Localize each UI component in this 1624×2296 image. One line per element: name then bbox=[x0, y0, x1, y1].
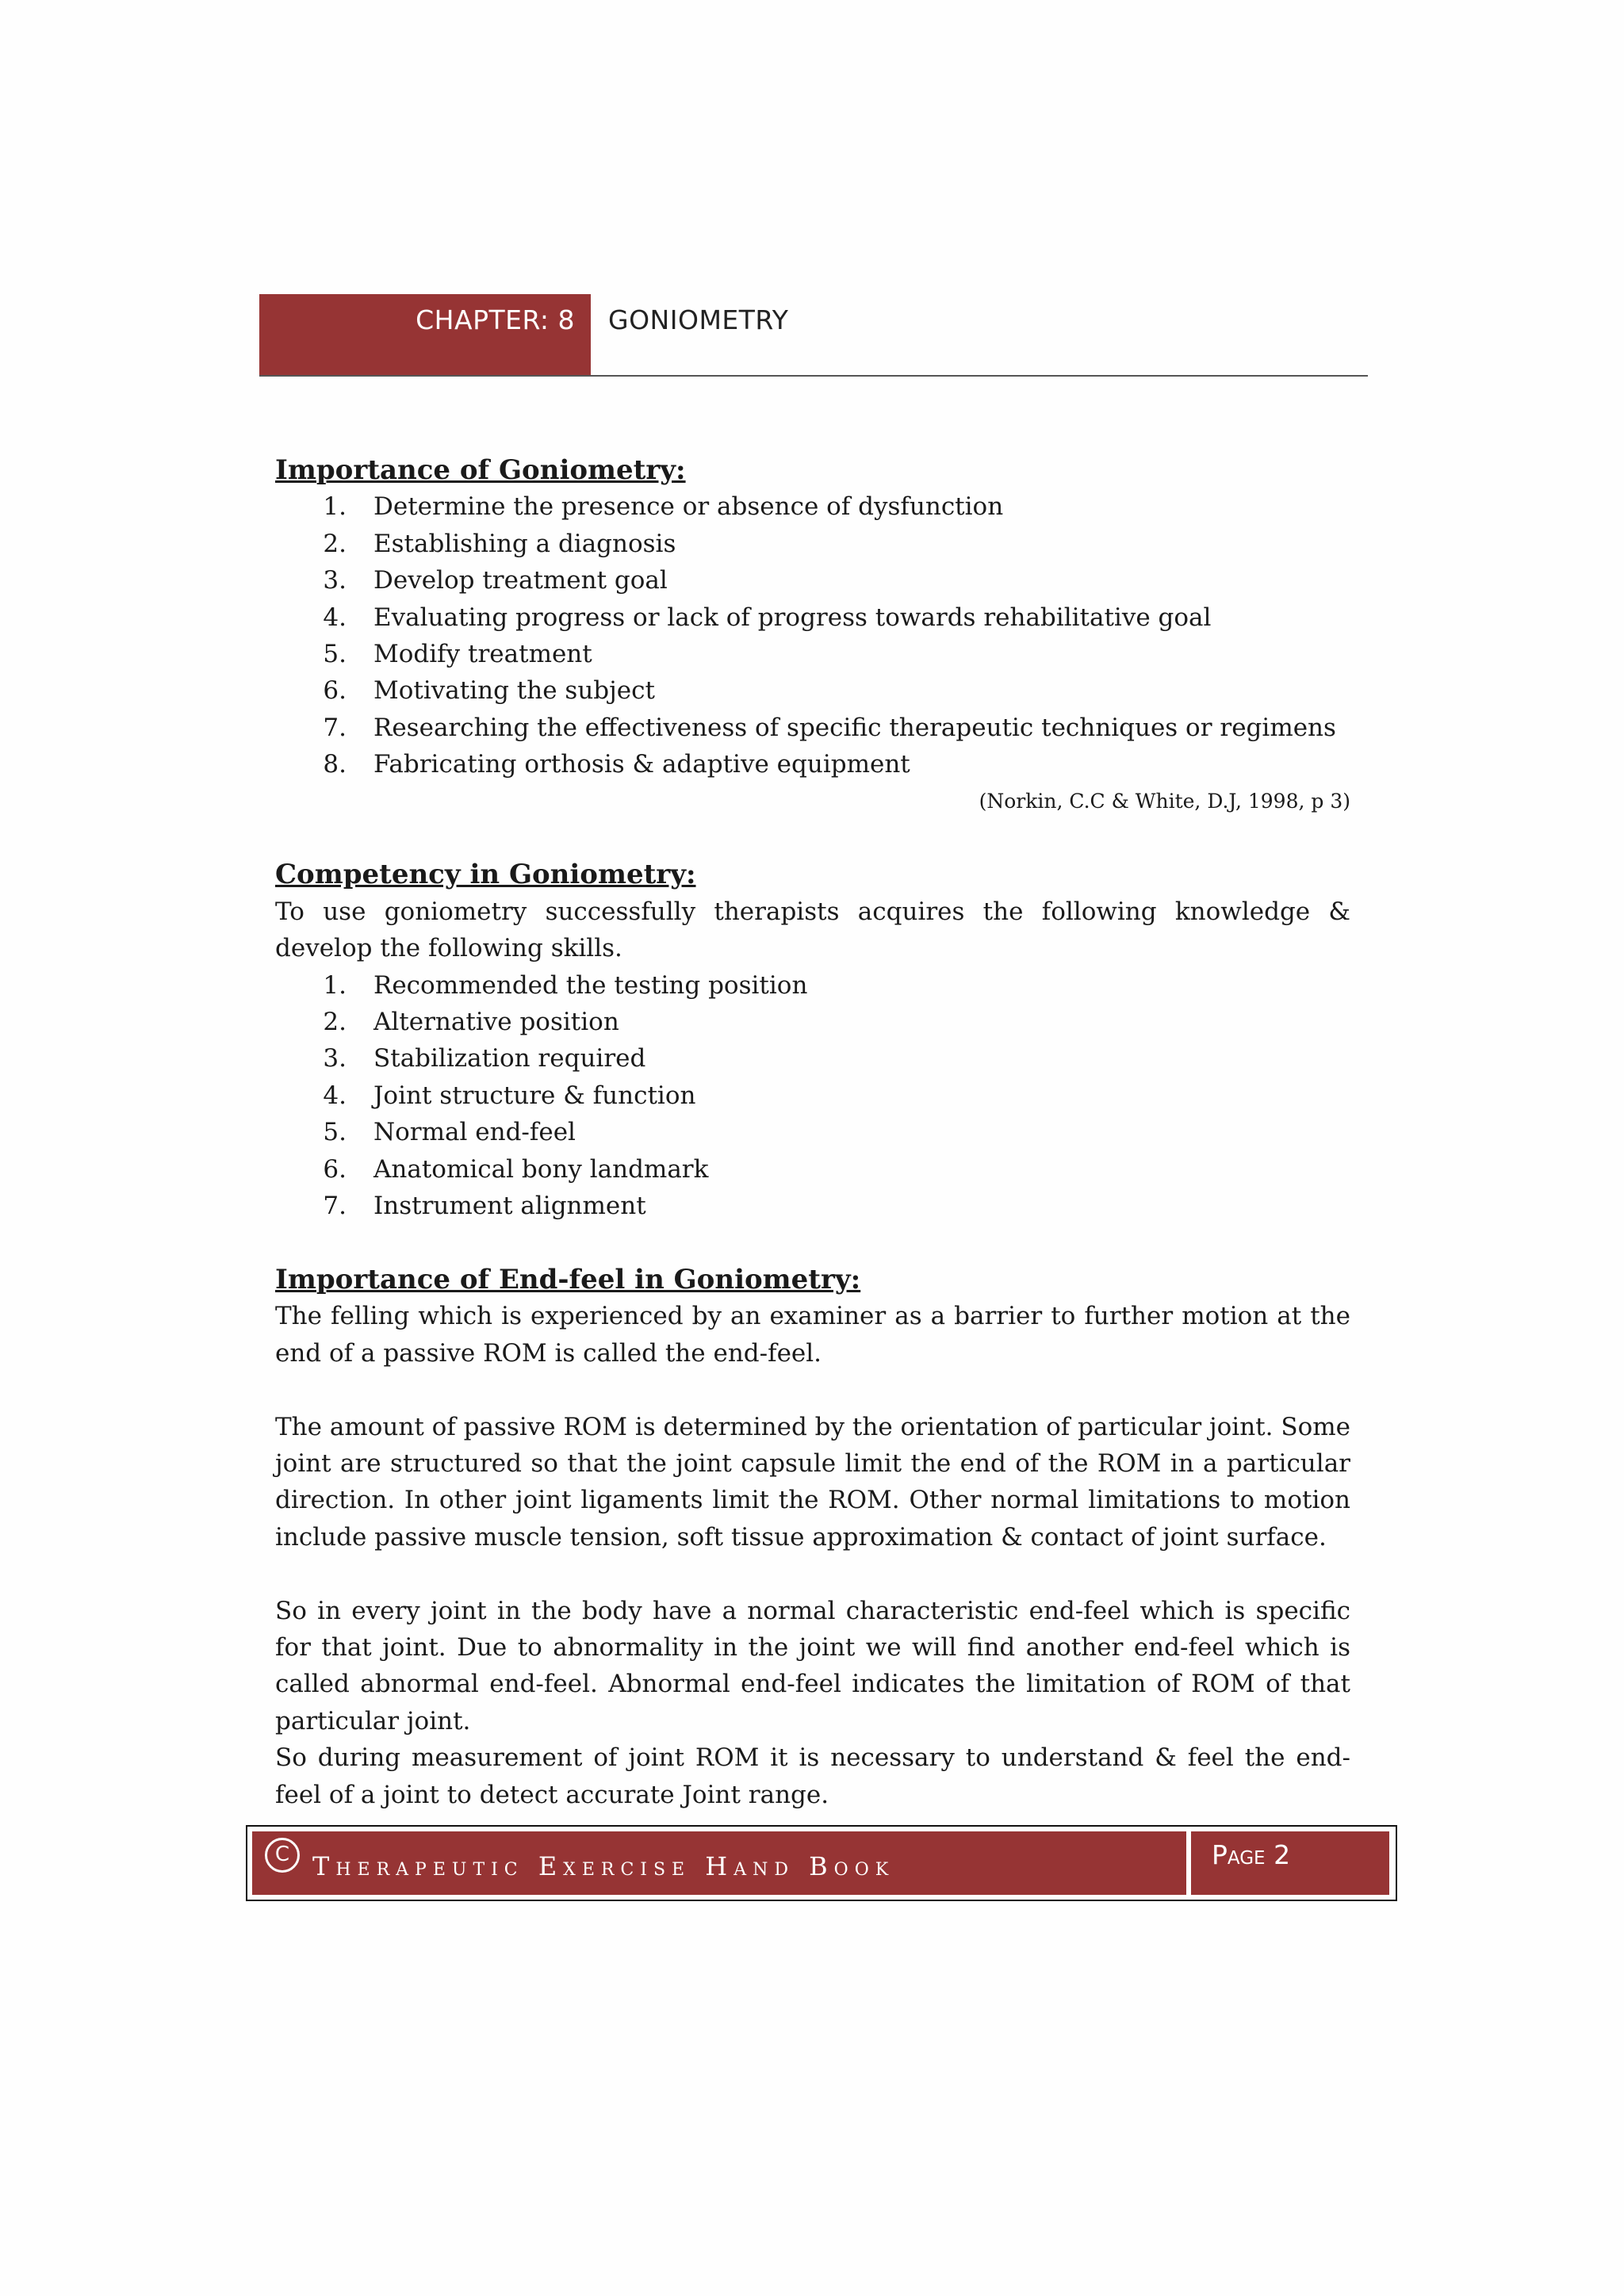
heading-competency: Competency in Goniometry: bbox=[275, 859, 696, 891]
list-item bbox=[275, 636, 1350, 672]
header-divider bbox=[259, 375, 1368, 377]
list-text: Joint structure & function bbox=[373, 1081, 696, 1110]
list-text: Motivating the subject bbox=[373, 676, 655, 706]
list-number: 4. bbox=[323, 1081, 347, 1110]
list-text: Alternative position bbox=[373, 1008, 619, 1037]
chapter-title: GONIOMETRY bbox=[608, 304, 789, 335]
section-spacer bbox=[275, 820, 1350, 856]
chapter-header bbox=[259, 294, 1368, 377]
list-number: 5. bbox=[323, 640, 347, 669]
list-item bbox=[275, 710, 1350, 746]
list-item bbox=[275, 746, 1350, 783]
section-spacer bbox=[275, 1225, 1350, 1261]
importance-list bbox=[275, 488, 1350, 783]
endfeel-paragraph-1: The felling which is experienced by an examiner as a barrier to further motion at the end of a passive ROM is called the end-feel. bbox=[275, 1302, 1350, 1368]
list-text: Establishing a diagnosis bbox=[373, 529, 676, 558]
list-text: Develop treatment goal bbox=[373, 566, 668, 595]
list-text: Instrument alignment bbox=[373, 1192, 646, 1221]
list-number: 8. bbox=[323, 750, 347, 779]
list-item bbox=[275, 1077, 1350, 1114]
chapter-label: CHAPTER: 8 bbox=[416, 304, 575, 335]
list-item bbox=[275, 672, 1350, 709]
footer-title-box bbox=[252, 1831, 1186, 1895]
page-content bbox=[275, 452, 1350, 1813]
endfeel-paragraph-2: The amount of passive ROM is determined by the orientation of particular joint. Some joint are structured so that the joint capsule limit the end of the ROM in a particular direction. In other joint ligaments limit the ROM. Other normal limitations to motion include passive muscle tension, soft tissue approximation & contact of joint surface. bbox=[275, 1412, 1350, 1552]
list-item bbox=[275, 1188, 1350, 1224]
list-number: 6. bbox=[323, 1154, 347, 1184]
list-text: Anatomical bony landmark bbox=[373, 1154, 709, 1184]
list-number: 1. bbox=[323, 492, 347, 522]
list-item bbox=[275, 599, 1350, 636]
list-item bbox=[275, 1151, 1350, 1188]
list-text: Modify treatment bbox=[373, 640, 592, 669]
list-number: 2. bbox=[323, 1008, 347, 1037]
page-number: Page 2 bbox=[1212, 1839, 1291, 1870]
footer-page-box bbox=[1191, 1831, 1389, 1895]
paragraph-spacer bbox=[275, 1556, 1350, 1592]
book-title: Therapeutic Exercise Hand Book bbox=[312, 1851, 895, 1881]
list-number: 1. bbox=[323, 970, 347, 1000]
list-text: Recommended the testing position bbox=[373, 970, 808, 1000]
list-item bbox=[275, 488, 1350, 525]
endfeel-paragraph-4: So during measurement of joint ROM it is necessary to understand & feel the end-feel of a joint to detect accurate Joint range. bbox=[275, 1743, 1350, 1809]
list-text: Normal end-feel bbox=[373, 1118, 576, 1147]
heading-endfeel: Importance of End-feel in Goniometry: bbox=[275, 1263, 861, 1295]
list-number: 5. bbox=[323, 1118, 347, 1147]
competency-list bbox=[275, 967, 1350, 1225]
competency-intro: To use goniometry successfully therapists acquires the following knowledge & develop the following skills. bbox=[275, 897, 1350, 963]
list-text: Evaluating progress or lack of progress towards rehabilitative goal bbox=[373, 603, 1212, 632]
copyright-icon bbox=[265, 1838, 300, 1873]
list-number: 4. bbox=[323, 603, 347, 632]
list-text: Researching the effectiveness of specific therapeutic techniques or regimens bbox=[373, 713, 1336, 742]
page-footer bbox=[246, 1825, 1397, 1901]
chapter-label-box bbox=[259, 294, 591, 377]
list-item bbox=[275, 526, 1350, 562]
list-item bbox=[275, 1114, 1350, 1150]
list-item bbox=[275, 1040, 1350, 1077]
paragraph-spacer bbox=[275, 1372, 1350, 1408]
list-number: 7. bbox=[323, 1192, 347, 1221]
list-number: 2. bbox=[323, 529, 347, 558]
list-text: Determine the presence or absence of dysfunction bbox=[373, 492, 1004, 522]
list-number: 7. bbox=[323, 713, 347, 742]
endfeel-paragraph-3: So in every joint in the body have a normal characteristic end-feel which is specific for that joint. Due to abnormality in the joint we will find another end-feel which is called abnormal end-feel. Abnormal end-feel indicates the limitation of ROM of that particular joint. bbox=[275, 1596, 1350, 1735]
list-number: 3. bbox=[323, 566, 347, 595]
list-item bbox=[275, 562, 1350, 599]
list-item bbox=[275, 1004, 1350, 1040]
heading-importance: Importance of Goniometry: bbox=[275, 454, 686, 486]
list-text: Fabricating orthosis & adaptive equipment bbox=[373, 750, 910, 779]
list-number: 6. bbox=[323, 676, 347, 706]
list-number: 3. bbox=[323, 1044, 347, 1073]
list-text: Stabilization required bbox=[373, 1044, 646, 1073]
list-item bbox=[275, 967, 1350, 1004]
citation: (Norkin, C.C & White, D.J, 1998, p 3) bbox=[979, 789, 1350, 813]
